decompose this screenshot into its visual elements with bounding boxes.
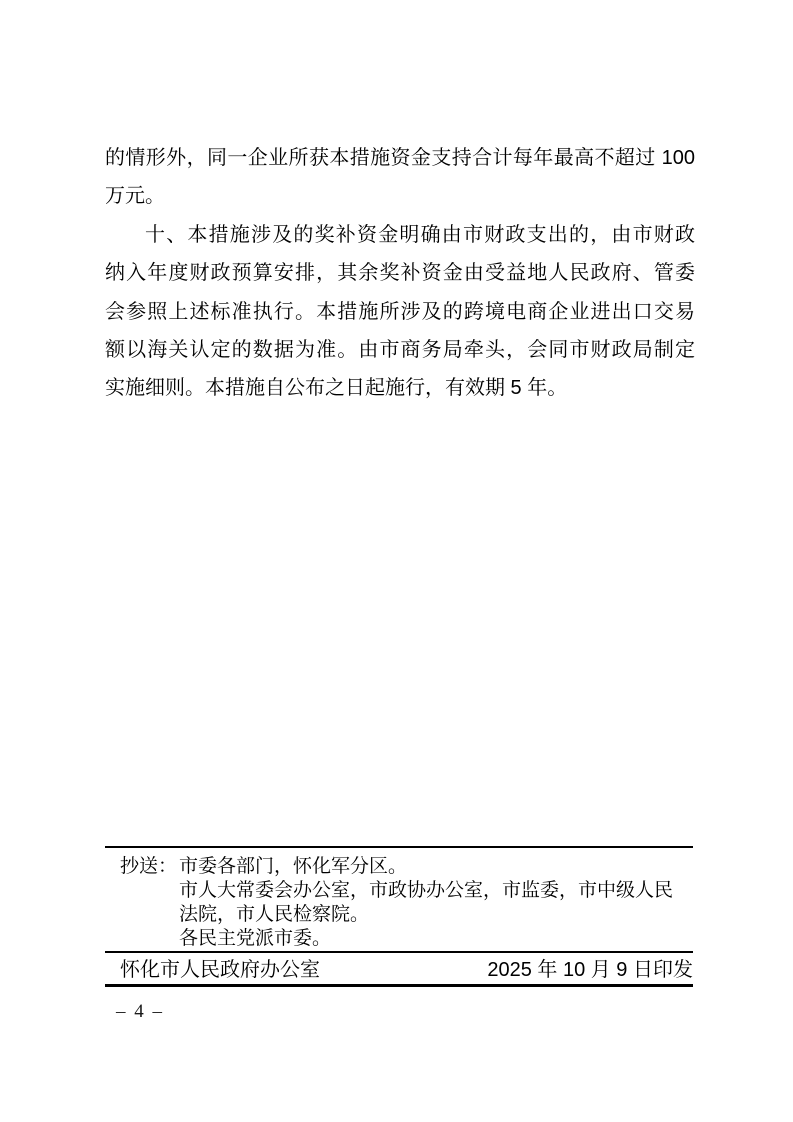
copy-to-line: 法院，市人民检察院。 bbox=[179, 904, 370, 925]
imprint-row bbox=[120, 959, 693, 982]
footer-middle-rule bbox=[105, 951, 693, 953]
body-line: 会参照上述标准执行。本措施所涉及的跨境电商企业进出口交易 bbox=[105, 300, 695, 323]
copy-to-line: 市人大常委会办公室，市政协办公室，市监委，市中级人民 bbox=[179, 880, 674, 901]
body-line: 纳入年度财政预算安排，其余奖补资金由受益地人民政府、管委 bbox=[105, 262, 695, 285]
page-number: – 4 – bbox=[116, 1001, 164, 1022]
body-line: 十、本措施涉及的奖补资金明确由市财政支出的，由市财政 bbox=[145, 223, 695, 246]
copy-to-line: 市委各部门，怀化军分区。 bbox=[179, 856, 408, 877]
copy-to-label: 抄送： bbox=[120, 856, 178, 877]
issuer-office: 怀化市人民政府办公室 bbox=[120, 959, 320, 981]
body-line: 的情形外，同一企业所获本措施资金支持合计每年最高不超过 100 bbox=[105, 147, 695, 169]
footer-bottom-rule bbox=[105, 984, 693, 987]
body-line: 万元。 bbox=[105, 185, 165, 208]
footer-top-rule bbox=[105, 846, 693, 848]
body-text-block bbox=[105, 139, 695, 408]
body-line: 实施细则。本措施自公布之日起施行，有效期 5 年。 bbox=[105, 377, 568, 400]
copy-to-list bbox=[179, 855, 693, 951]
print-date: 2025 年 10 月 9 日印发 bbox=[487, 959, 693, 981]
copy-to-line: 各民主党派市委。 bbox=[179, 928, 332, 949]
body-line: 额以海关认定的数据为准。由市商务局牵头，会同市财政局制定 bbox=[105, 339, 695, 362]
